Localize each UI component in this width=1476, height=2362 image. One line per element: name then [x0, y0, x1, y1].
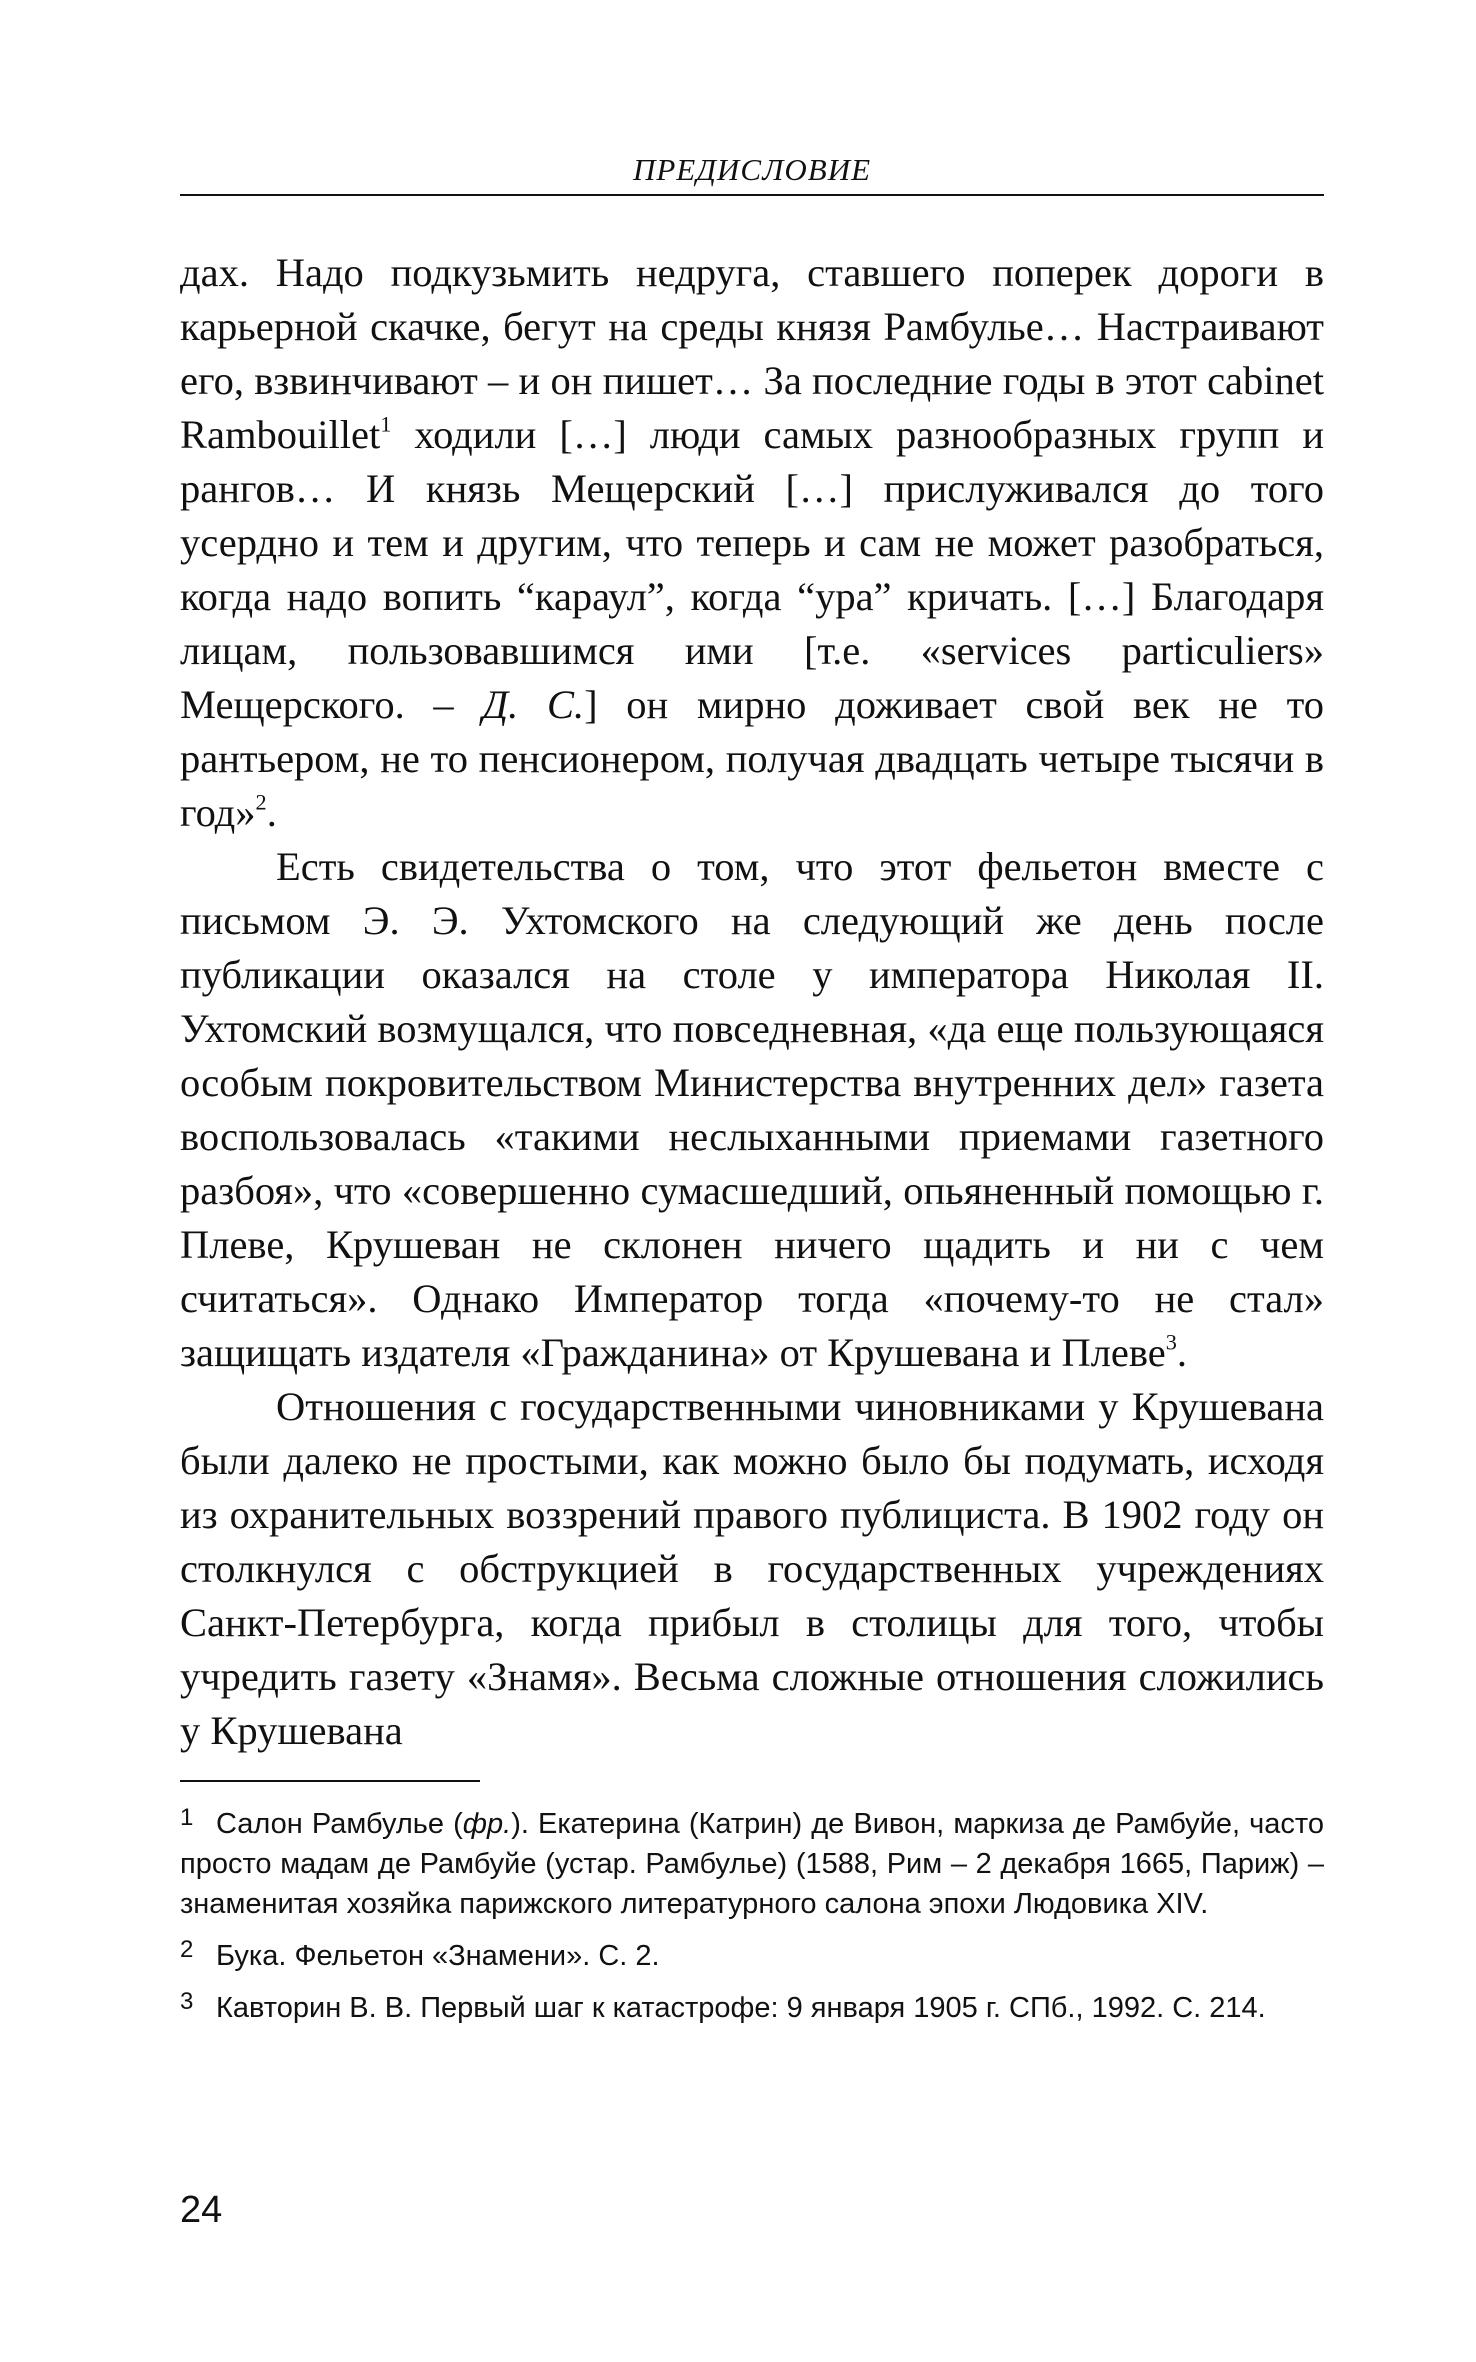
- footnote-text: [216, 1992, 1266, 2024]
- text-run: дах. Надо подкузьмить недруга, ставшего поперек дороги в карьерной скачке, бегут на среды князя Рамбулье… Настраивают его, взвинчивают – и он пишет… За последние годы в этот cabinet Rambouillet: [180, 250, 1324, 457]
- main-text: [180, 246, 1324, 1758]
- footnotes: [180, 1804, 1324, 2028]
- text-run: ] он мирно доживает свой век не то рантьером, не то пенсионером, получая двадцать четыре тысячи в год»: [180, 682, 1324, 835]
- footnote-2: 2 Бука. Фельетон «Знамени». С. 2.: [180, 1935, 660, 1972]
- book-page: [180, 150, 1324, 2040]
- text-run: Отношения с государственными чиновниками у Крушевана были далеко не простыми, как можно было бы подумать, исходя из охранительных воззрений правого публициста. В 1902 году он столкнулся с обструкцией в государственных учреждениях Санкт-Петербурга, когда прибыл в столицы для того, чтобы учредить газету «Знамя». Весьма сложные отношения сложились у Крушевана: [180, 1384, 1324, 1753]
- footnote-ref: 3: [1165, 1329, 1177, 1355]
- text-run: .: [1176, 1330, 1188, 1375]
- page-number: 24: [180, 2189, 223, 2231]
- footnote-1: 1 Салон Рамбулье (фр.). Екатерина (Катрин) де Вивон, маркиза де Рамбуйе, часто просто мадам де Рамбуйе (устар. Рамбулье) (1588, Рим – 2 декабря 1665, Париж) – знаменитая хозяйка парижского литературного салона эпохи Людовика XIV.: [180, 1803, 1324, 1920]
- paragraph-2: [180, 840, 1324, 1380]
- footnote-text: [180, 1808, 1324, 1920]
- italic-text: фр.: [462, 1808, 512, 1840]
- running-head: ПРЕДИСЛОВИЕ: [632, 152, 872, 187]
- italic-text: Д. С.: [482, 682, 585, 727]
- header-rule: [180, 194, 1324, 196]
- footnote-ref: 2: [255, 789, 267, 815]
- text-run: ходили […] люди самых разнообразных групп и рангов… И князь Мещерский […] прислуживался до того усердно и тем и другим, что теперь и сам не может разобраться, когда надо вопить “караул”, когда “ура” кричать. […] Благодаря лицам, пользовавшимся ими [т.е. «services particuliers» Мещерского. –: [180, 412, 1324, 727]
- footnote-run: Салон Рамбулье (: [216, 1808, 463, 1840]
- footnote-run: Кавторин В. В. Первый шаг к катастрофе: 9 января 1905 г. СПб., 1992. С. 214.: [216, 1992, 1266, 2024]
- footnote-text: [216, 1940, 660, 1972]
- footnote-separator: [180, 1780, 480, 1782]
- text-run: Есть свидетельства о том, что этот фельетон вместе с письмом Э. Э. Ухтомского на следующий же день после публикации оказался на столе у императора Николая II. Ухтомский возмущался, что повседневная, «да еще пользующаяся особым покровительством Министерства внутренних дел» газета воспользовалась «такими неслыханными приемами газетного разбоя», что «совершенно сумасшедший, опьяненный помощью г. Плеве, Крушеван не склонен ничего щадить и ни с чем считаться». Однако Император тогда «почему-то не стал» защищать издателя «Гражданина» от Крушевана и Плеве: [180, 844, 1324, 1375]
- footnote-ref: 1: [380, 411, 392, 437]
- text-run: .: [266, 790, 277, 835]
- footnote-run: Бука. Фельетон «Знамени». С. 2.: [216, 1940, 660, 1972]
- paragraph-3: [180, 1380, 1324, 1758]
- footnote-run: ). Екатерина (Катрин) де Вивон, маркиза де Рамбуйе, часто просто мадам де Рамбуйе (устар. Рамбулье) (1588, Рим – 2 декабря 1665, Париж) – знаменитая хозяйка парижского литературного салона эпохи Людовика XIV.: [180, 1808, 1324, 1920]
- footnote-3: 3 Кавторин В. В. Первый шаг к катастрофе: 9 января 1905 г. СПб., 1992. С. 214.: [180, 1987, 1266, 2024]
- paragraph-1: [180, 246, 1324, 840]
